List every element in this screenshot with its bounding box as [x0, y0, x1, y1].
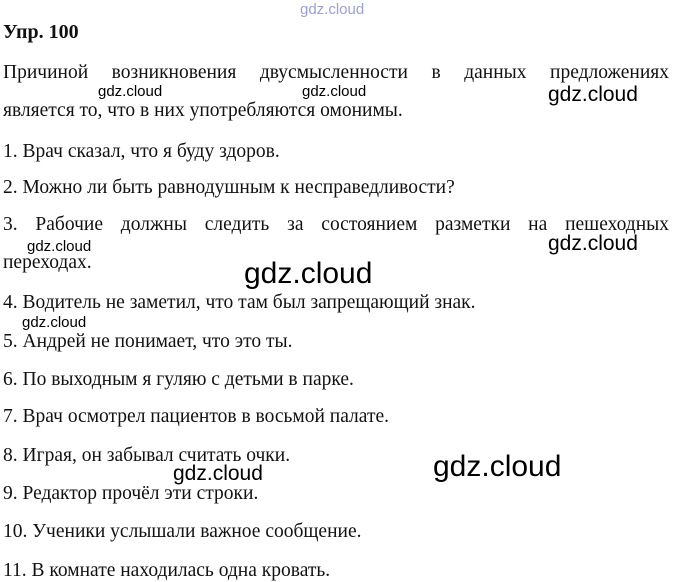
list-item-9: 9. Редактор прочёл эти строки.	[3, 483, 259, 504]
intro-line-2: является то, что в них употребляются омонимы.	[3, 100, 403, 121]
watermark: gdz.cloud	[548, 83, 638, 106]
watermark: gdz.cloud	[548, 232, 638, 255]
watermark-top: gdz.cloud	[300, 1, 365, 18]
list-item-10: 10. Ученики услышали важное сообщение.	[3, 521, 362, 542]
list-item-3: 3. Рабочие должны следить за состоянием разметки на пешеходных	[3, 214, 669, 235]
watermark: gdz.cloud	[244, 257, 373, 290]
exercise-title: Упр. 100	[3, 21, 79, 43]
list-item-7: 7. Врач осмотрел пациентов в восьмой палате.	[3, 406, 389, 427]
list-item-11: 11. В комнате находилась одна кровать.	[3, 560, 331, 581]
watermark: gdz.cloud	[98, 83, 163, 100]
watermark: gdz.cloud	[433, 450, 562, 483]
watermark: gdz.cloud	[173, 462, 263, 485]
list-item-3-cont: переходах.	[3, 252, 92, 273]
list-item-1: 1. Врач сказал, что я буду здоров.	[3, 141, 280, 162]
list-item-5: 5. Андрей не понимает, что это ты.	[3, 331, 293, 352]
watermark: gdz.cloud	[302, 83, 367, 100]
watermark: gdz.cloud	[27, 238, 92, 255]
list-item-8: 8. Играя, он забывал считать очки.	[3, 445, 291, 466]
list-item-4: 4. Водитель не заметил, что там был запрещающий знак.	[3, 292, 476, 313]
list-item-2: 2. Можно ли быть равнодушным к несправедливости?	[3, 177, 455, 198]
intro-line-1: Причиной возникновения двусмысленности в данных предложениях	[3, 62, 669, 83]
watermark: gdz.cloud	[22, 314, 87, 331]
list-item-6: 6. По выходным я гуляю с детьми в парке.	[3, 369, 354, 390]
